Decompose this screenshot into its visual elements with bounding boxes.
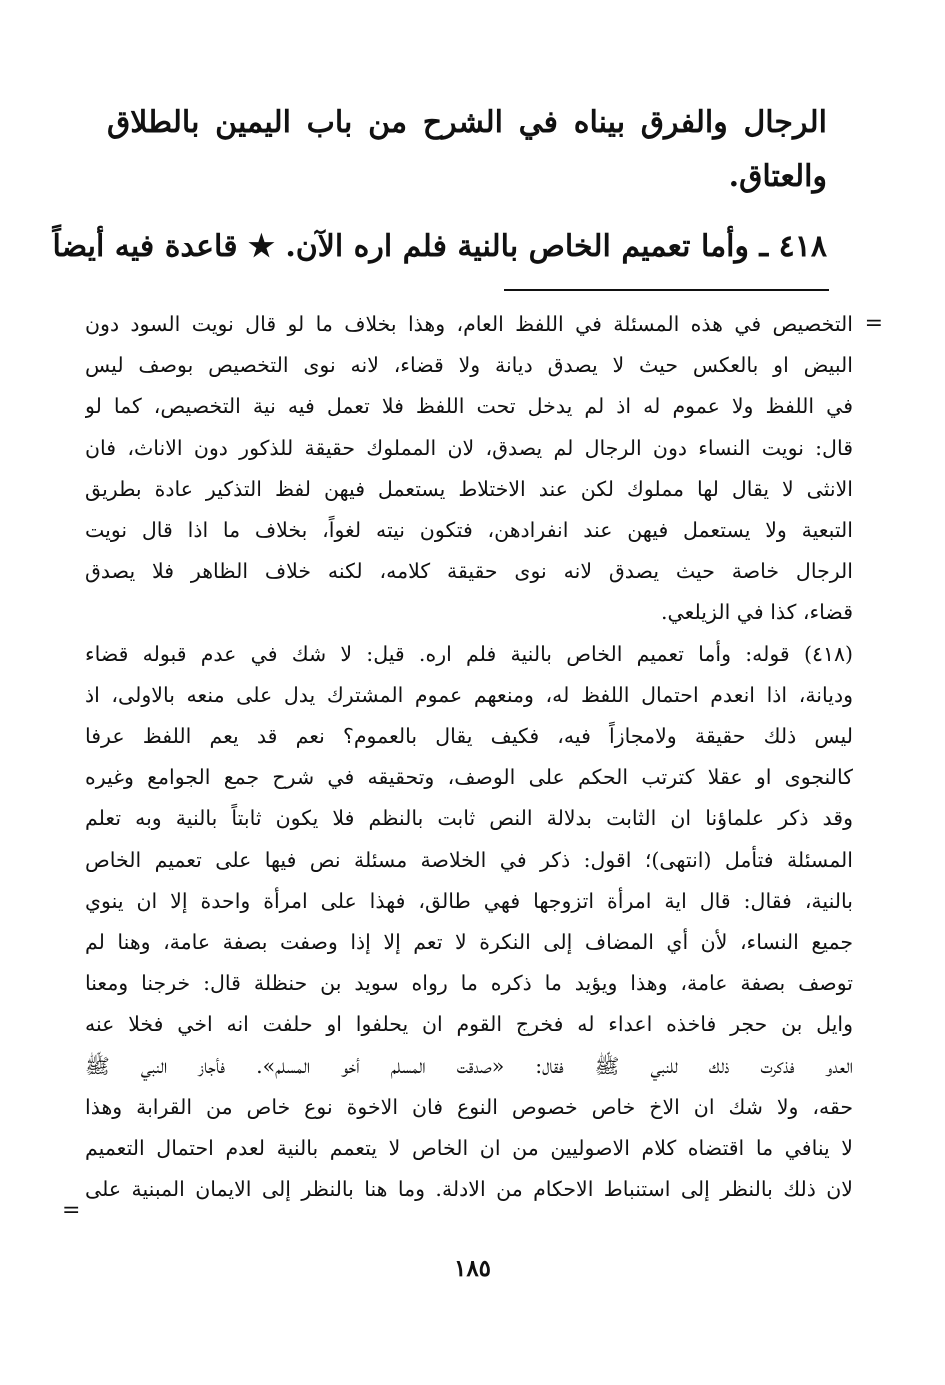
commentary-line: في اللفظ ولا عموم له اذ لم يدخل تحت اللفظ فلا تعمل فيه نية التخصيص، كما لو (85, 394, 853, 419)
commentary-line: المسئلة فتأمل (انتهى)؛ اقول: ذكر في الخلاصة مسئلة نص فيها على تعميم الخاص (85, 847, 853, 872)
commentary-line: قال: نويت النساء دون الرجال لم يصدق، لان المملوك حقيقة للذكور دون الاناث، فان (85, 435, 853, 460)
commentary-line: توصف بصفة عامة، وهذا ويؤيد ما ذكره ما رواه سويد بن حنظلة قال: خرجنا ومعنا (85, 971, 853, 996)
commentary-line: حقه، ولا شك ان الاخ خاص خصوص النوع فان الاخوة نوع خاص من القرابة وهذا (85, 1094, 853, 1119)
commentary-line: وايل بن حجر فاخذه اعداء له فخرج القوم ان يحلفوا او حلفت انه اخي فخلا عنه (85, 1012, 853, 1037)
commentary-line: البيض او بالعكس حيث لا يصدق ديانة ولا قضاء، لانه نوى التخصيص بوصف ليس (85, 353, 853, 378)
commentary-line: كالنجوى او عقلا كترتب الحكم على الوصف، وتحقيقه في شرح جمع الجوامع وغيره (85, 765, 853, 790)
commentary-line: الانثى لا يقال لها مملوك لكن عند الاختلاط يستعمل فيهن لفظ التذكير عادة بطريق (85, 476, 853, 501)
commentary-line: الرجال خاصة حيث يصدق لانه نوى حقيقة كلامه، لكنه خلاف الظاهر فلا يصدق (85, 559, 853, 584)
commentary-line: التبعية ولا يستعمل فيهن عند انفرادهن، فتكون نيته لغواً، بخلاف ما اذا قال نويت (85, 518, 853, 543)
footnote-separator-rule (504, 289, 829, 291)
commentary-block (85, 304, 853, 1210)
entry-418-heading: ٤١٨ ـ وأما تعميم الخاص بالنية فلم اره الآن. ★ قاعدة فيه أيضاً (52, 229, 827, 264)
commentary-line: وديانة، اذا انعدم احتمال اللفظ له، ومنعهم عموم المشترك يدل على منعه بالاولى، اذ (85, 682, 853, 707)
commentary-line: ليس ذلك حقيقة ولامجازاً فيه، فكيف يقال بالعموم؟ نعم قد يعم اللفظ عرفا (85, 724, 853, 749)
commentary-line: التخصيص في هذه المسئلة في اللفظ العام، وهذا بخلاف ما لو قال نويت السود دون (85, 312, 853, 336)
page-number: ١٨٥ (453, 1255, 492, 1282)
continuation-mark-end: = (62, 1198, 81, 1223)
commentary-line: العدو فذكرت ذلك للنبي ﷺ فقال: «صدقت المسلم أخو المسلم». فأجاز النبي ﷺ (85, 1053, 853, 1078)
commentary-line-note-418: (٤١٨) قوله: وأما تعميم الخاص بالنية فلم اره. قيل: لا شك في عدم قبوله قضاء (85, 641, 853, 666)
main-text-block (107, 96, 827, 204)
commentary-line: لا ينافي ما اقتضاه كلام الاصوليين من ان الخاص لا يتعمم بالنية لعدم احتمال التعميم (85, 1136, 853, 1161)
commentary-line: لان ذلك بالنظر إلى استنباط الاحكام من الادلة. وما هنا بالنظر إلى الايمان المبنية على (85, 1177, 853, 1202)
commentary-line: وقد ذكر علماؤنا ان الثابت بدلالة النص ثابت بالنظم فلا يكون ثابتاً بالنية وبه تعلم (85, 806, 853, 831)
main-text-line: الرجال والفرق بيناه في الشرح من باب اليمين بالطلاق (107, 105, 827, 140)
commentary-line: جميع النساء، لأن أي المضاف إلى النكرة لا تعم إلا إذا وصفت بصفة عامة، وهنا لم (85, 930, 853, 955)
commentary-line: قضاء، كذا في الزيلعي. (661, 600, 853, 625)
main-text-line: والعتاق. (728, 159, 827, 194)
continuation-mark-start: = (864, 311, 883, 336)
commentary-line: بالنية، فقال: قال اية امرأة اتزوجها فهي طالق، فهذا على امرأة واحدة إلا ان ينوي (85, 888, 853, 913)
